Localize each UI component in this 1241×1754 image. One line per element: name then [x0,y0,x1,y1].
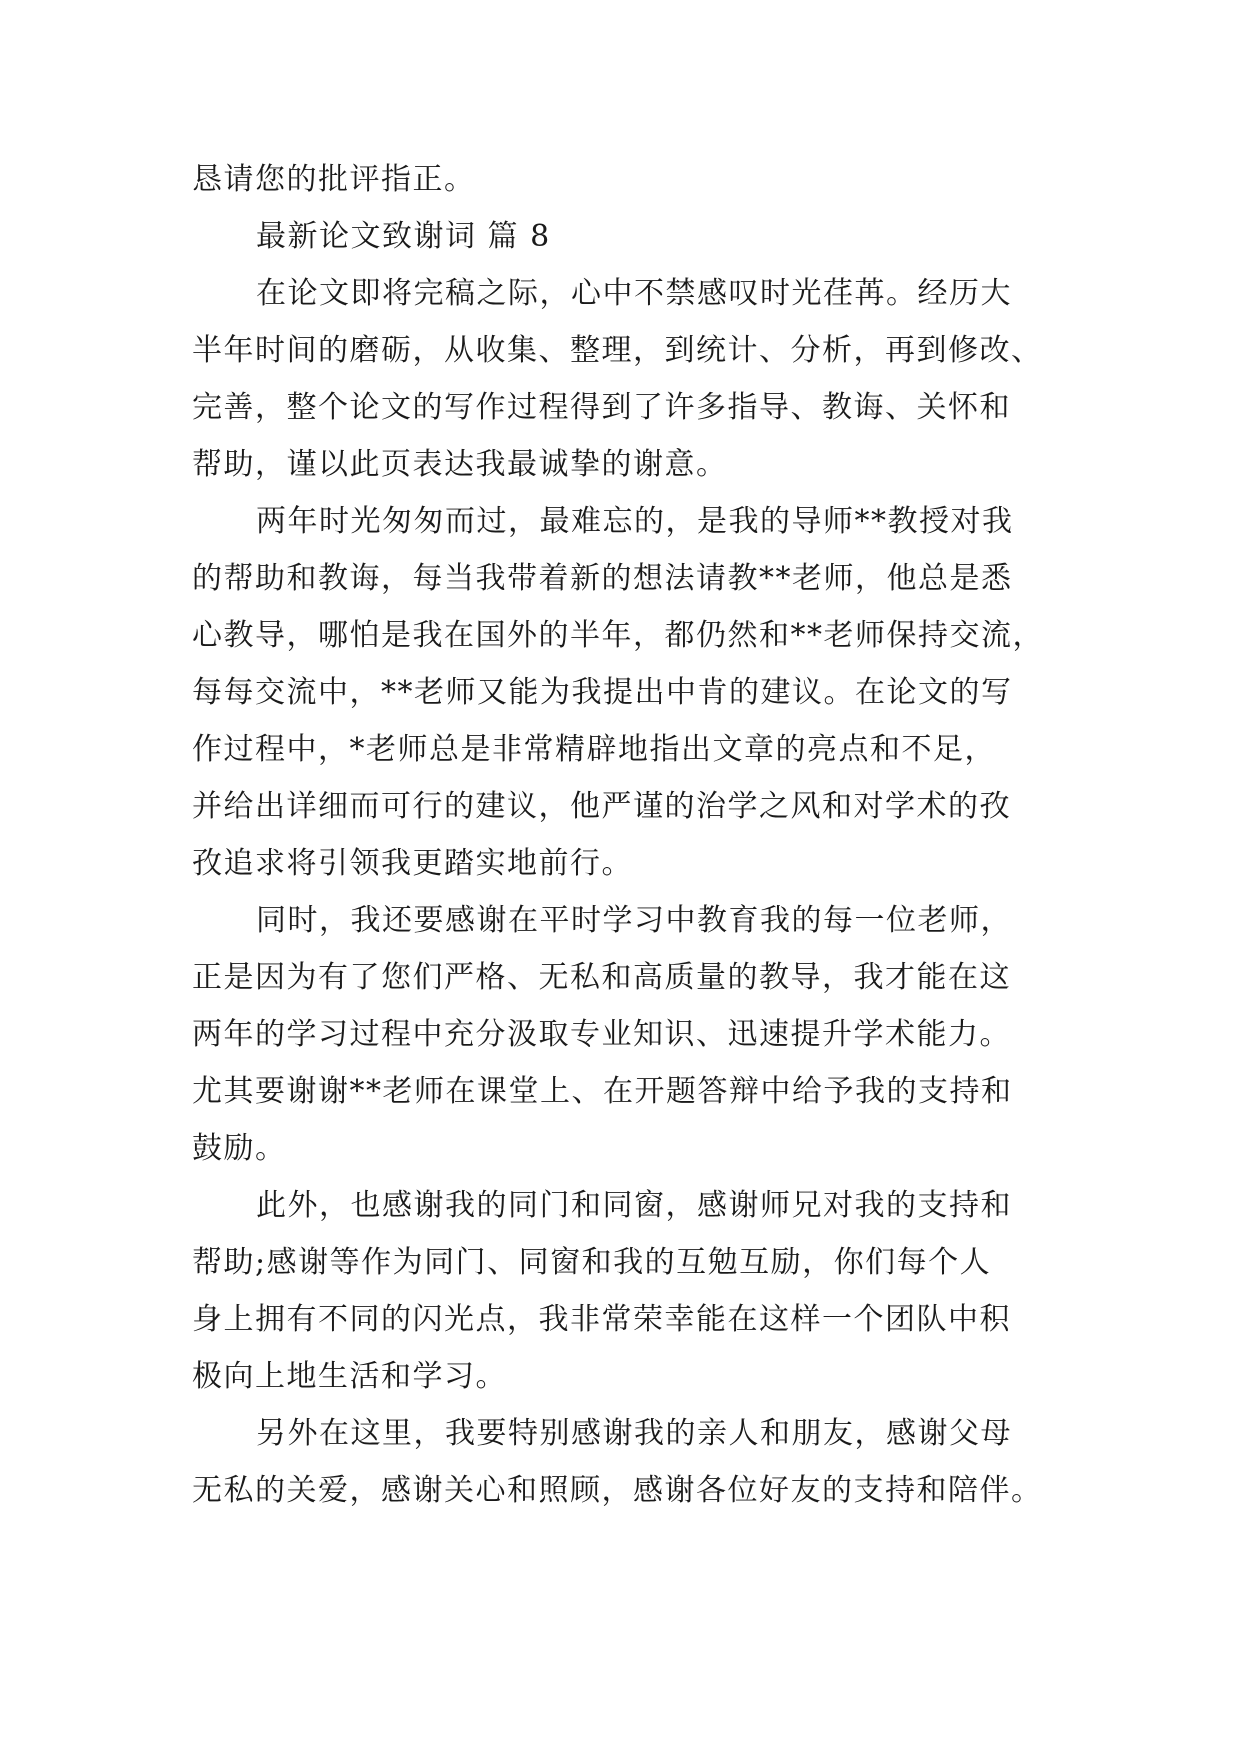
text-line: 两年时光匆匆而过，最难忘的，是我的导师**教授对我 [256,504,1014,539]
text-line: 帮助，谨以此页表达我最诚挚的谢意。 [192,447,728,482]
text-line: 身上拥有不同的闪光点，我非常荣幸能在这样一个团队中积 [192,1302,1011,1337]
text-line: 作过程中，*老师总是非常精辟地指出文章的亮点和不足， [192,732,996,767]
text-line: 另外在这里，我要特别感谢我的亲人和朋友，感谢父母 [256,1416,1012,1451]
text-line: 在论文即将完稿之际，心中不禁感叹时光荏苒。经历大 [256,276,1012,311]
text-line: 两年的学习过程中充分汲取专业知识、迅速提升学术能力。 [192,1017,1011,1052]
text-line: 孜追求将引领我更踏实地前行。 [192,846,633,881]
text-line: 此外，也感谢我的同门和同窗，感谢师兄对我的支持和 [256,1188,1012,1223]
text-line: 正是因为有了您们严格、无私和高质量的教导，我才能在这 [192,960,1011,995]
text-line: 心教导，哪怕是我在国外的半年，都仍然和**老师保持交流， [192,618,1044,653]
text-line: 无私的关爱，感谢关心和照顾，感谢各位好友的支持和陪伴。 [192,1473,1043,1508]
section-heading: 最新论文致谢词 篇 8 [256,219,551,254]
text-line: 极向上地生活和学习。 [192,1359,507,1394]
text-line: 恳请您的批评指正。 [192,162,476,197]
text-line: 鼓励。 [192,1131,287,1166]
text-line: 并给出详细而可行的建议，他严谨的治学之风和对学术的孜 [192,789,1011,824]
text-line: 帮助;感谢等作为同门、同窗和我的互勉互励，你们每个人 [192,1245,992,1280]
text-line: 半年时间的磨砺，从收集、整理，到统计、分析，再到修改、 [192,333,1043,368]
text-line: 每每交流中，**老师又能为我提出中肯的建议。在论文的写 [192,675,1013,710]
text-line: 完善，整个论文的写作过程得到了许多指导、教诲、关怀和 [192,390,1011,425]
text-line: 同时，我还要感谢在平时学习中教育我的每一位老师， [256,903,1012,938]
text-line: 尤其要谢谢**老师在课堂上、在开题答辩中给予我的支持和 [192,1074,1013,1109]
text-line: 的帮助和教诲，每当我带着新的想法请教**老师，他总是悉 [192,561,1013,596]
